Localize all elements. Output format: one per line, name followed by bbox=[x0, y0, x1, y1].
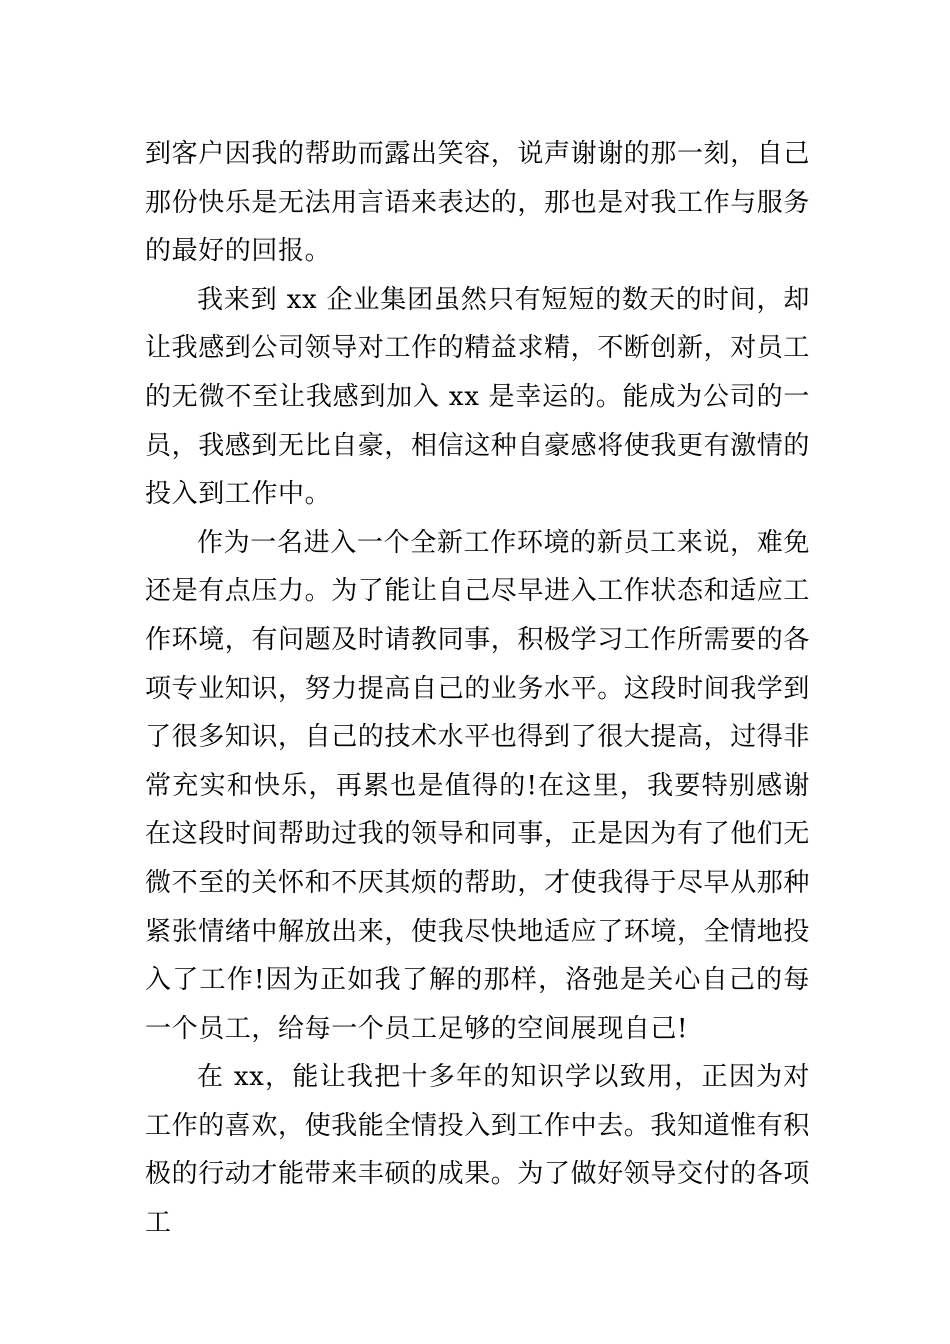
document-body bbox=[145, 130, 810, 1248]
paragraph: 我来到 xx 企业集团虽然只有短短的数天的时间，却让我感到公司领导对工作的精益求精，不断创新，对员工的无微不至让我感到加入 xx 是幸运的。能成为公司的一员，我感到无比自豪，相信这种自豪感将使我更有激情的投入到工作中。 bbox=[145, 284, 811, 510]
paragraph: 在 xx，能让我把十多年的知识学以致用，正因为对工作的喜欢，使我能全情投入到工作中去。我知道惟有积极的行动才能带来丰硕的成果。为了做好领导交付的各项工 bbox=[145, 1062, 811, 1239]
paragraph: 作为一名进入一个全新工作环境的新员工来说，难免还是有点压力。为了能让自己尽早进入工作状态和适应工作环境，有问题及时请教同事，积极学习工作所需要的各项专业知识，努力提高自己的业务水平。这段时间我学到了很多知识，自己的技术水平也得到了很大提高，过得非常充实和快乐，再累也是值得的!在这里，我要特别感谢在这段时间帮助过我的领导和同事，正是因为有了他们无微不至的关怀和不厌其烦的帮助，才使我得于尽早从那种紧张情绪中解放出来，使我尽快地适应了环境，全情地投入了工作!因为正如我了解的那样，洛弛是关心自己的每一个员工，给每一个员工足够的空间展现自己! bbox=[145, 527, 811, 1044]
paragraph-continuation: 到客户因我的帮助而露出笑容，说声谢谢的那一刻，自己那份快乐是无法用言语来表达的，那也是对我工作与服务的最好的回报。 bbox=[145, 139, 811, 267]
